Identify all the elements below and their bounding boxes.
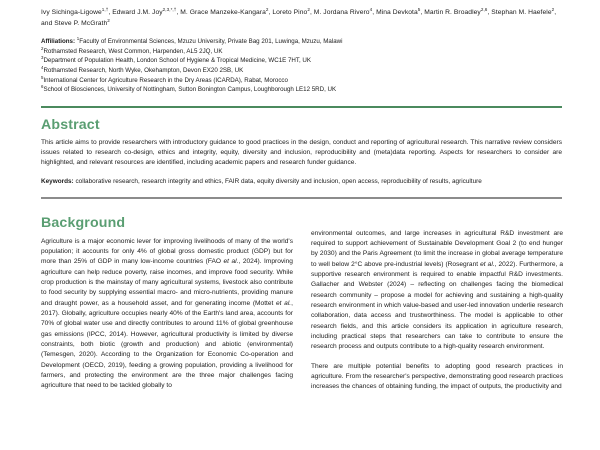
author-name: M. Grace Manzeke-Kangara xyxy=(180,9,266,16)
body-paragraph: environmental outcomes, and large increases in agricultural R&D investment are required to support achievement of Sustainable Development Goal 2 (to end hunger by 2030) and the Paris Agreement (to limit the increase in global average temperature to well below 2°C above pre-industrial levels) (Rosegrant et al., 2022). Furthermore, a supportive research environment is required to enable impactful R&D investments. Gallacher and Webster (2024) – reflecting on challenges facing the biomedical research community – propose a model for achieving and sustaining a high-quality research environment in which value-based and user-led innovation underlie research collaboration, data access and trustworthiness. The model is applicable to other research fields, and this article considers its application in agriculture research, including practical steps that researchers can take to contribute to ensure the research process and outputs contribute to a high-quality research environment. xyxy=(311,229,563,351)
author-affiliation-marker: 2 xyxy=(307,6,310,12)
column-right-text xyxy=(311,229,563,393)
author-list: Ivy Sichinga-Ligowe$^{1,\dagger}$, Edward J.M. Joy$^{2,3,*,\dagger}$, M. Grace Manzeke-Kangara$^2$, Loreto Pino$^2$, M. Jordana Rivero$^4$, Mina Devkota$^5$, Martin R. Broadley$^{2,6}$, Stephan M. Haefele$^2$, and Steve P. McGrath$^2$ xyxy=(41,6,557,27)
column-left xyxy=(41,199,293,411)
affiliation-marker: 5 xyxy=(41,74,44,80)
author-affiliation-marker: 2 xyxy=(551,6,555,12)
author-affiliation-marker: 1,† xyxy=(101,6,109,12)
affiliation-line xyxy=(41,85,562,95)
author-name: M. Jordana Rivero xyxy=(313,9,370,16)
background-heading: Background xyxy=(41,214,126,231)
background-section xyxy=(41,199,562,441)
keywords-value: collaborative research, research integrity and ethics, FAIR data, equity diversity and inclusion, open access, reproducibility of results, agriculture xyxy=(75,178,482,186)
author-name: Edward J.M. Joy xyxy=(112,9,163,16)
affiliations-label: Affiliations: xyxy=(41,38,77,46)
author-name: Mina Devkota xyxy=(376,9,418,16)
body-paragraph: Agriculture is a major economic lever for improving livelihoods of many of the world's population; it accounts for only 4% of global gross domestic product (GDP) but for more than 25% of GDP in many low-income countries (FAO et al., 2024). Improving agriculture can help reduce poverty, raise incomes, and improve food security. While crop production is the mainstay of many agricultural systems, livestock also contribute to food security by supplying essential macro- and micro-nutrients, providing manure and draught power, as a household asset, and for generating income (Mottet et al., 2017). Globally, agriculture occupies nearly 40% of the Earth's land area, accounts for 70% of global water use and directly contributes to around 11% of global greenhouse gas emissions (IPCC, 2014). However, agricultural productivity is limited by diverse constraints, both biotic (growth and production) and abiotic (environmental) (Temesgen, 2020). According to the Organization for Economic Co-operation and Development (OECD, 2019), feeding a growing population, providing a livelihood for farmers, and protecting the environment are the three major challenges facing agriculture that need to be tackled globally to xyxy=(41,237,293,390)
affiliation-text: Department of Population Health, London School of Hygiene & Tropical Medicine, WC1E 7HT, UK xyxy=(43,57,312,65)
column-right xyxy=(311,199,563,441)
affiliation-marker: 4 xyxy=(41,64,44,70)
author-name: and Steve P. McGrath xyxy=(41,19,108,27)
author-affiliation-marker: 5 xyxy=(417,6,421,12)
author-affiliation-marker: 2,6 xyxy=(480,6,488,12)
affiliation-marker: 1 xyxy=(76,36,80,42)
author-affiliation-marker: 2 xyxy=(265,6,269,12)
author-affiliation-marker: 4 xyxy=(369,6,373,12)
affiliation-text: Rothamsted Research, North Wyke, Okehampton, Devon EX20 2SB, UK xyxy=(43,66,244,74)
affiliation-marker: 2 xyxy=(41,45,44,51)
author-name: Martin R. Broadley xyxy=(424,9,481,16)
author-name: Loreto Pino xyxy=(272,9,308,16)
keywords-line xyxy=(41,177,562,187)
column-left-text xyxy=(41,237,293,392)
affiliations-block xyxy=(41,37,562,95)
keywords-label: Keywords: xyxy=(41,178,76,186)
affiliation-text: Faculty of Environmental Sciences, Mzuzu University, Private Bag 201, Luwinga, Mzuzu, Malawi xyxy=(79,38,343,46)
author-affiliation-marker: 2,3,*,† xyxy=(162,6,177,12)
abstract-body: This article aims to provide researchers with introductory guidance to good practices in the design, conduct and reporting of agricultural research. This narrative review considers issues related to research co-design, ethics and integrity, equity, diversity and inclusion, reproducibility and (meta)data reporting. Aspects for researchers to consider are highlighted, and relevant resources are identified, including academic papers and research funder guidance. xyxy=(41,138,562,167)
author-name: Ivy Sichinga-Ligowe xyxy=(41,9,102,16)
affiliation-line xyxy=(41,56,562,66)
body-paragraph: There are multiple potential benefits to adopting good research practices in agriculture. From the researcher's perspective, demonstrating good research practices increases the chances of obtaining funding, the impact of outputs, the productivity and xyxy=(311,362,563,391)
author-affiliation-marker: 2 xyxy=(107,17,110,23)
affiliation-line xyxy=(41,66,562,76)
affiliation-marker: 3 xyxy=(41,55,44,61)
affiliation-text: International Center for Agriculture Research in the Dry Areas (ICARDA), Rabat, Morocco xyxy=(43,76,288,84)
abstract-heading: Abstract xyxy=(41,116,100,133)
affiliation-text: Rothamsted Research, West Common, Harpenden, AL5 2JQ, UK xyxy=(43,47,223,55)
affiliation-marker: 6 xyxy=(41,84,44,90)
affiliation-line xyxy=(41,47,562,57)
author-name: Stephan M. Haefele xyxy=(491,9,552,16)
affiliation-text: School of Biosciences, University of Nottingham, Sutton Bonington Campus, Loughborough LE12 5RD, UK xyxy=(43,86,337,94)
abstract-divider-rule xyxy=(41,106,562,108)
affiliation-line xyxy=(41,37,562,47)
affiliation-line xyxy=(41,76,562,86)
